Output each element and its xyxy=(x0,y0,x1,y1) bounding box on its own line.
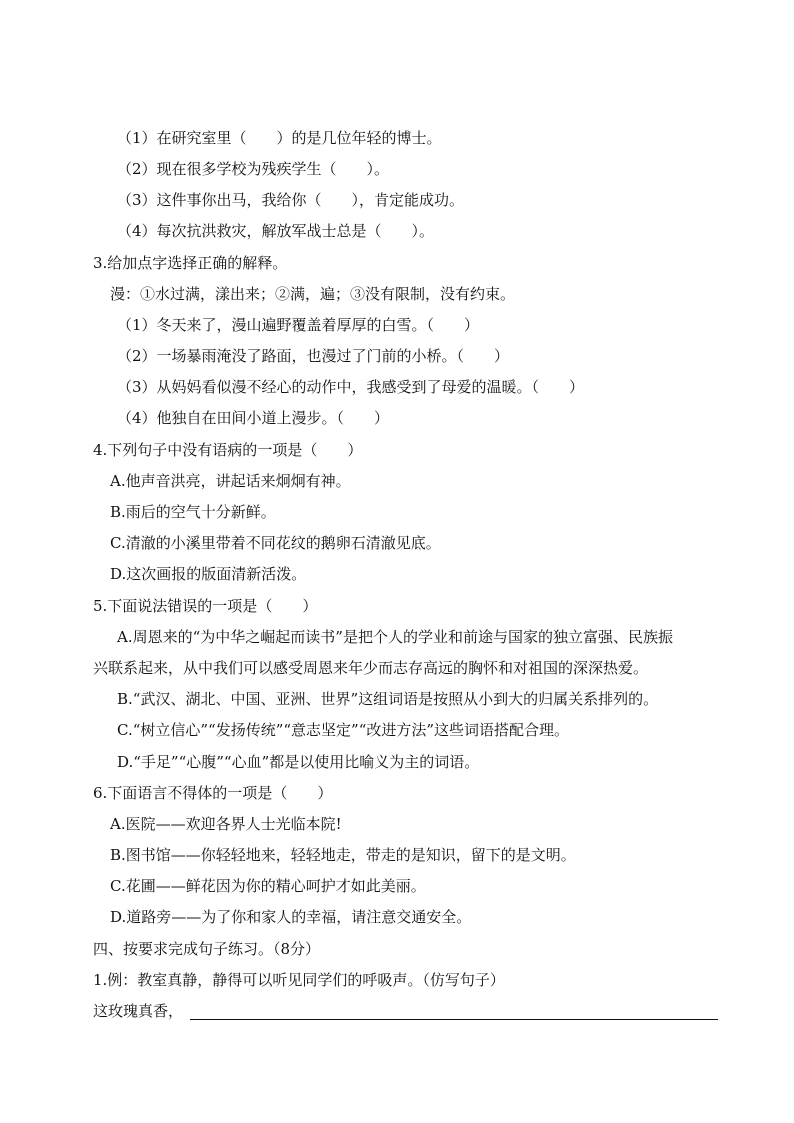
question-3-item-2: （2）一场暴雨淹没了路面，也漫过了门前的小桥。（ ） xyxy=(117,347,510,365)
section-4-title: 四、按要求完成句子练习。（8分） xyxy=(93,940,321,958)
blank-item-3: （3）这件事你出马，我给你（ ），肯定能成功。 xyxy=(117,191,465,209)
question-5-title: 5.下面说法错误的一项是（ ） xyxy=(93,597,318,615)
question-3-item-4: （4）他独自在田间小道上漫步。（ ） xyxy=(117,409,390,427)
question-6-title: 6.下面语言不得体的一项是（ ） xyxy=(93,784,333,802)
question-6-option-b: B.图书馆——你轻轻地来，轻轻地走，带走的是知识，留下的是文明。 xyxy=(110,846,576,864)
blank-item-1: （1）在研究室里（ ）的是几位年轻的博士。 xyxy=(117,129,442,147)
question-5-option-d: D.“手足”“心腹”“心血”都是以使用比喻义为主的词语。 xyxy=(117,753,480,771)
answer-prompt: 这玫瑰真香， xyxy=(93,1002,184,1020)
question-3-item-1: （1）冬天来了，漫山遍野覆盖着厚厚的白雪。（ ） xyxy=(117,316,480,334)
question-5-option-a: A.周恩来的“为中华之崛起而读书”是把个人的学业和前途与国家的独立富强、民族振 xyxy=(117,628,673,646)
question-5-option-c: C.“树立信心”“发扬传统”“意志坚定”“改进方法”这些词语搭配合理。 xyxy=(117,721,570,739)
answer-line[interactable] xyxy=(190,1019,718,1020)
question-3-definitions: 漫：①水过满，漾出来；②满，遍；③没有限制，没有约束。 xyxy=(110,285,516,303)
question-4-option-c: C.清澈的小溪里带着不同花纹的鹅卵石清澈见底。 xyxy=(110,534,441,552)
question-3-item-3: （3）从妈妈看似漫不经心的动作中，我感受到了母爱的温暖。（ ） xyxy=(117,378,585,396)
question-4-option-b: B.雨后的空气十分新鲜。 xyxy=(110,503,276,521)
question-6-option-d: D.道路旁——为了你和家人的幸福，请注意交通安全。 xyxy=(110,908,472,926)
question-4-option-d: D.这次画报的版面清新活泼。 xyxy=(110,565,307,583)
question-6-option-a: A.医院——欢迎各界人士光临本院! xyxy=(110,815,342,833)
blank-item-4: （4）每次抗洪救灾，解放军战士总是（ ）。 xyxy=(117,222,435,240)
question-5-option-b: B.“武汉、湖北、中国、亚洲、世界”这组词语是按照从小到大的归属关系排列的。 xyxy=(117,690,659,708)
question-6-option-c: C.花圃——鲜花因为你的精心呵护才如此美丽。 xyxy=(110,877,426,895)
blank-item-2: （2）现在很多学校为残疾学生（ ）。 xyxy=(117,160,390,178)
section-4-example: 1.例：教室真静，静得可以听见同学们的呼吸声。（仿写句子） xyxy=(93,971,505,989)
question-4-option-a: A.他声音洪亮，讲起话来炯炯有神。 xyxy=(110,472,351,490)
question-4-title: 4.下列句子中没有语病的一项是（ ） xyxy=(93,441,363,459)
question-5-option-a-cont: 兴联系起来，从中我们可以感受周恩来年少而志存高远的胸怀和对祖国的深深热爱。 xyxy=(93,659,649,677)
question-3-title: 3.给加点字选择正确的解释。 xyxy=(93,254,288,272)
